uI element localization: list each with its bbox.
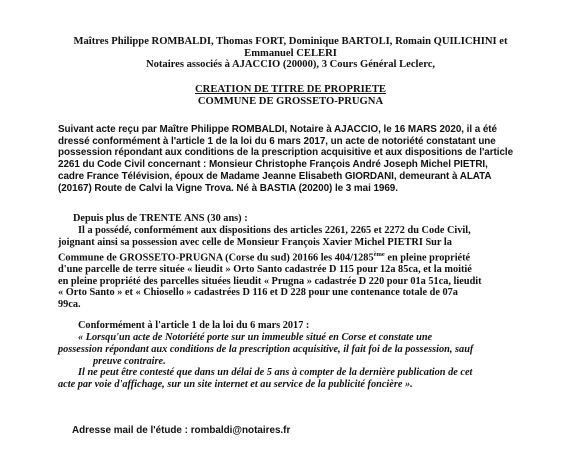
possession-line: d'une parcelle de terre située « lieudit » Orto Santo cadastrée D 115 pour 12a 85ca, et la moitié	[58, 263, 472, 275]
title-line-1: CREATION DE TITRE DE PROPRIETE	[195, 84, 386, 95]
quote-line: Il ne peut être contesté que dans un délai de 5 ans à compter de la dernière publication de cet	[78, 367, 473, 379]
quote-line: acte par voie d'affichage, sur un site internet et au service de la publicité foncière ».	[58, 379, 413, 391]
intro-line: (20167) Route de Calvi la Vigne Trova. Né à BASTIA (20200) le 3 mai 1969.	[58, 182, 398, 194]
header-line-address: Notaires associés à AJACCIO (20000), 3 Cours Général Leclerc,	[145, 59, 436, 71]
intro-line: dressé conformément à l'article 1 de la loi du 6 mars 2017, un acte de notoriété constatant une	[58, 135, 496, 147]
notice-title	[38, 84, 543, 108]
possession-line	[58, 249, 526, 264]
possession-line: « Orto Santo » et « Chiosello » cadastrées D 116 et D 228 pour une contenance totale de 07a	[58, 287, 458, 299]
intro-paragraph	[58, 124, 526, 194]
possession-line: 99ca.	[58, 299, 81, 311]
depuis-line: Depuis plus de TRENTE ANS (30 ans) :	[73, 213, 248, 224]
conformement-line: Conformément à l'article 1 de la loi du 6 mars 2017 :	[78, 320, 310, 331]
intro-line: possession répondant aux conditions de la prescription acquisitive et aux dispositions de l'article	[58, 147, 514, 159]
quote-line: possession répondant aux conditions de la prescription acquisitive, il fait foi de la possession, sauf	[58, 343, 474, 355]
header-line-notaries: Maîtres Philippe ROMBALDI, Thomas FORT, Dominique BARTOLI, Romain QUILICHINI et	[73, 36, 508, 47]
possession-paragraph	[58, 213, 526, 311]
intro-line: cadre France Télévision, époux de Madame Jeanne Elisabeth GIORDANI, demeurant à ALATA	[58, 170, 492, 182]
intro-line: Suivant acte reçu par Maître Philippe ROMBALDI, Notaire à AJACCIO, le 16 MARS 2020, il a été	[58, 124, 497, 135]
possession-line: joignant ainsi sa possession avec celle de Monsieur François Xavier Michel PIETRI Sur la	[58, 236, 452, 248]
ordinal-superscript: ème	[373, 250, 385, 258]
possession-line: Il a possédé, conformément aux dispositions des articles 2261, 2265 et 2272 du Code Civil,	[78, 224, 471, 236]
header-line-name: Emmanuel CELERI	[244, 47, 337, 59]
possession-line: en pleine propriété des parcelles situées lieudit « Prugna » cadastrée D 220 pour 01a 51ca, lieudit	[58, 275, 482, 287]
quote-line: preuve contraire.	[93, 355, 166, 367]
quote-line: « Lorsqu'un acte de Notoriété porte sur un immeuble situé en Corse et constate une	[78, 331, 433, 343]
office-email: Adresse mail de l'étude : rombaldi@notaires.fr	[72, 425, 291, 436]
possession-line-end: en pleine propriété	[384, 251, 471, 263]
law-quote-paragraph	[58, 320, 526, 391]
intro-line: 2261 du Code Civil concernant : Monsieur Christophe François André Joseph Michel PIETRI,	[58, 159, 488, 171]
title-line-2: COMMUNE DE GROSSETO-PRUGNA	[197, 95, 384, 107]
notaries-header	[38, 36, 543, 71]
possession-line-start: Commune de GROSSETO-PRUGNA (Corse du sud) 20166 les 404/1285	[58, 251, 374, 263]
